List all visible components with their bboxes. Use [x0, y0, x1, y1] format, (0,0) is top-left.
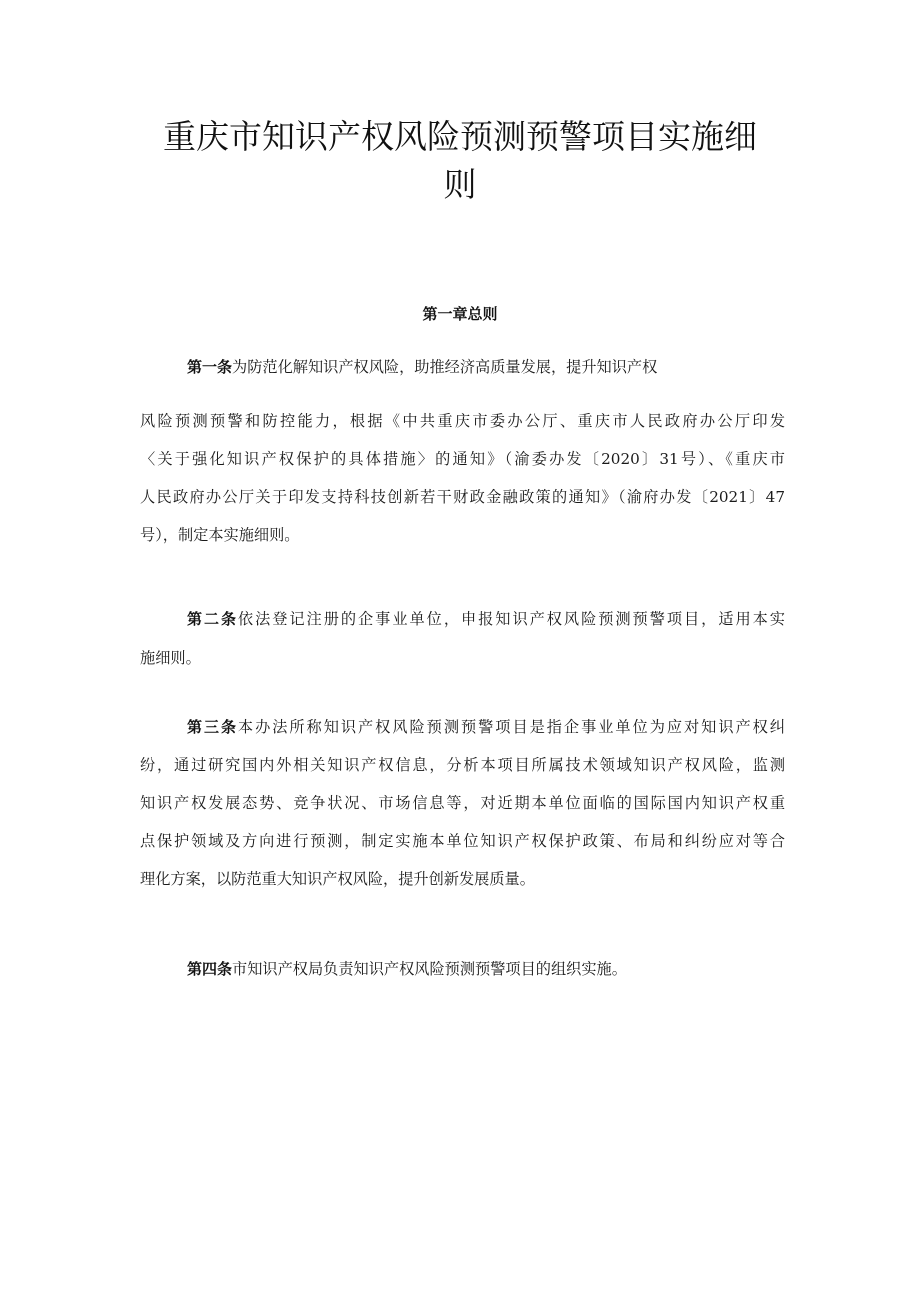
chapter-heading: 第一章总则 — [422, 305, 498, 323]
article-3-line-1 — [140, 717, 785, 737]
article-4-text-1: 市知识产权局负责知识产权风险预测预警项目的组织实施。 — [232, 960, 627, 978]
document-title — [150, 113, 770, 209]
article-1-body — [140, 411, 785, 545]
article-4-label: 第四条 — [187, 960, 233, 978]
article-4 — [140, 959, 785, 979]
article-2 — [140, 609, 785, 668]
article-3-line-2: 纷，通过研究国内外相关知识产权信息，分析本项目所属技术领域知识产权风险，监测 — [140, 756, 785, 774]
article-3-line-5: 理化方案，以防范重大知识产权风险，提升创新发展质量。 — [140, 870, 535, 888]
article-2-text-1: 依法登记注册的企事业单位，申报知识产权风险预测预警项目，适用本实 — [237, 610, 785, 628]
article-1-line-4: 人民政府办公厅关于印发支持科技创新若干财政金融政策的通知》（渝府办发〔2021〕47 — [140, 488, 785, 506]
article-3-line-4: 点保护领域及方向进行预测，制定实施本单位知识产权保护政策、布局和纠纷应对等合 — [140, 832, 785, 850]
article-1 — [140, 357, 785, 377]
article-1-line-1 — [140, 357, 785, 377]
article-1-text-1: 为防范化解知识产权风险，助推经济高质量发展，提升知识产权 — [232, 358, 658, 376]
article-2-line-1 — [140, 609, 785, 629]
article-3-text-1: 本办法所称知识产权风险预测预警项目是指企事业单位为应对知识产权纠 — [237, 718, 785, 736]
article-1-line-3: 〈关于强化知识产权保护的具体措施〉的通知》（渝委办发〔2020〕31号）、《重庆市 — [140, 450, 785, 468]
article-1-label: 第一条 — [187, 358, 233, 376]
article-2-line-2: 施细则。 — [140, 649, 201, 667]
article-1-line-2: 风险预测预警和防控能力，根据《中共重庆市委办公厅、重庆市人民政府办公厅印发 — [140, 412, 785, 430]
article-3-label: 第三条 — [187, 718, 238, 736]
document-title-line-2: 则 — [443, 165, 477, 204]
article-3-line-3: 知识产权发展态势、竞争状况、市场信息等，对近期本单位面临的国际国内知识产权重 — [140, 794, 785, 812]
article-4-line-1 — [140, 959, 785, 979]
document-title-line-1: 重庆市知识产权风险预测预警项目实施细 — [163, 117, 757, 156]
article-1-line-5: 号），制定本实施细则。 — [140, 526, 300, 544]
article-3 — [140, 717, 785, 889]
article-2-label: 第二条 — [187, 610, 238, 628]
